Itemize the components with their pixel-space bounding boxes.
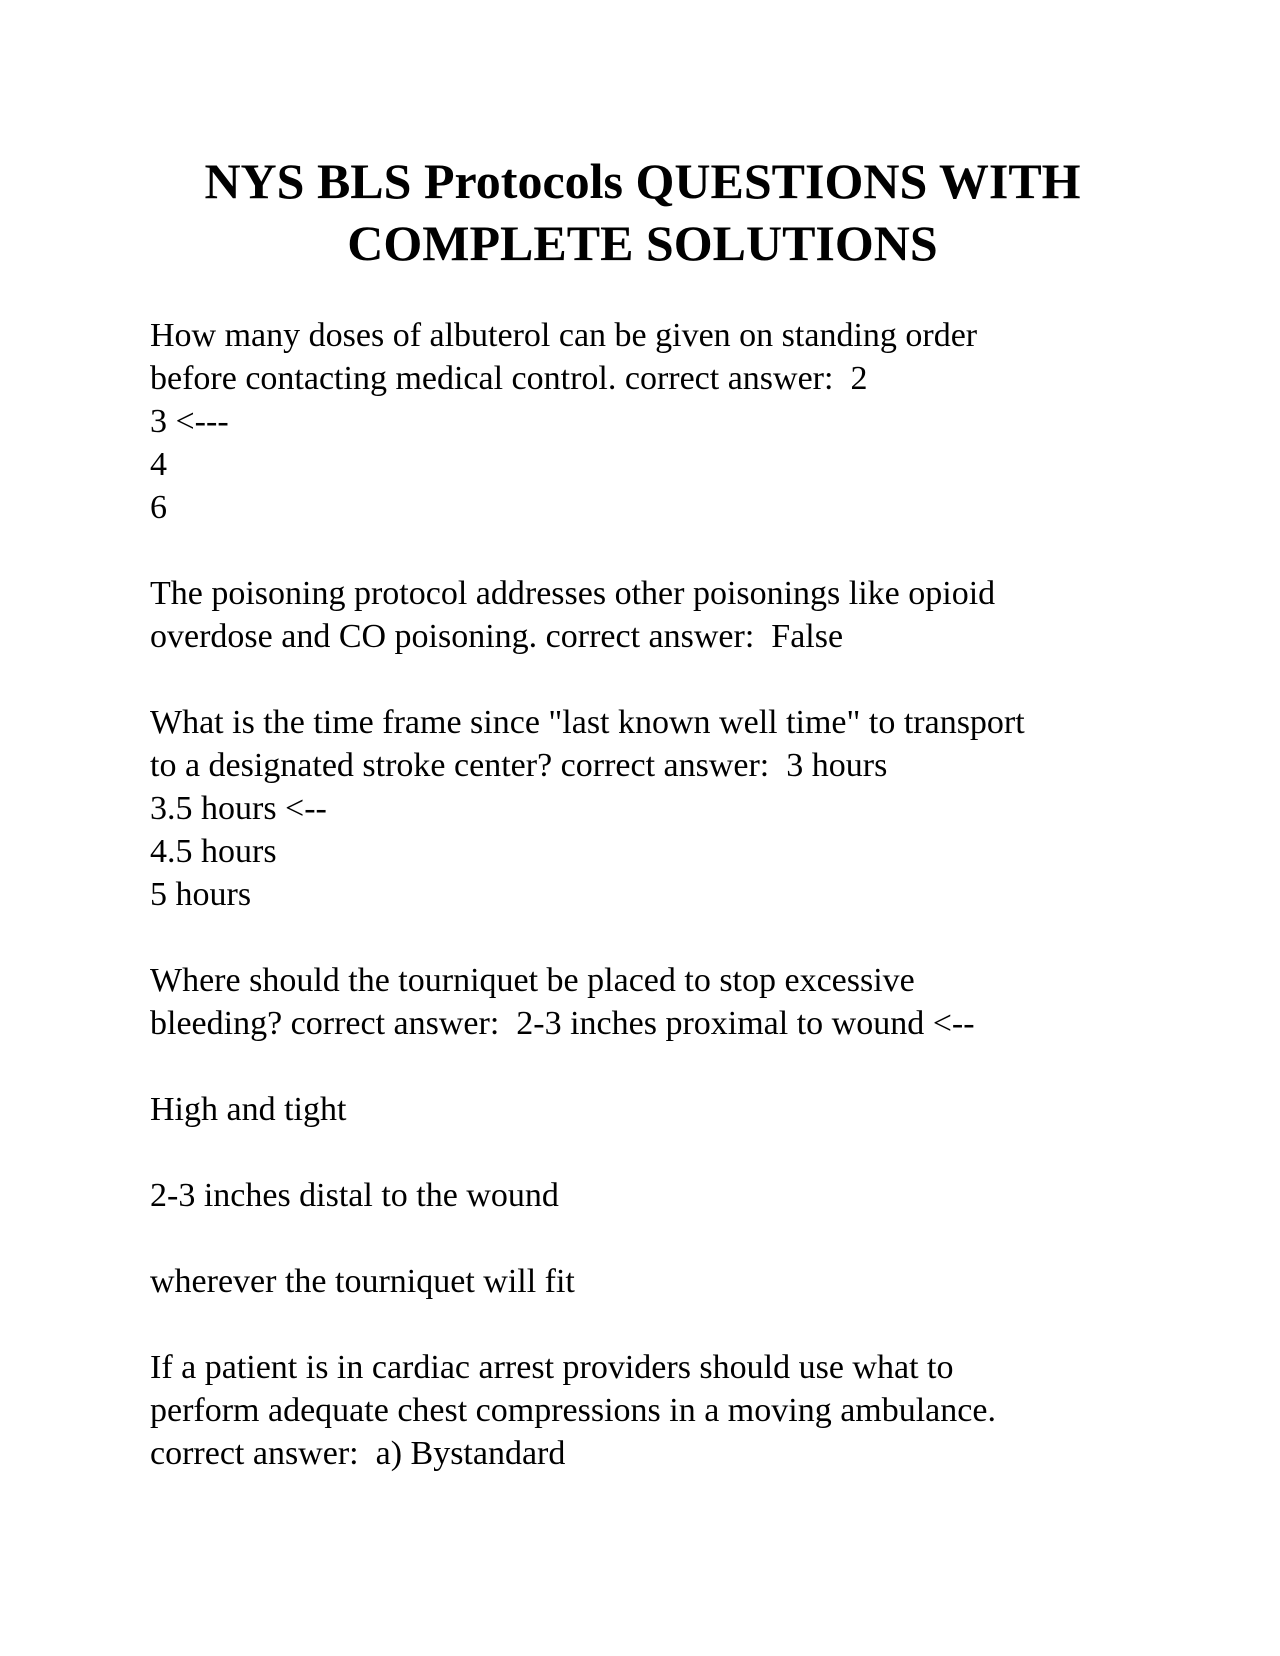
text-line: How many doses of albuterol can be given on standing order xyxy=(150,317,978,354)
question-block-1 xyxy=(150,314,1135,529)
text-line: perform adequate chest compressions in a moving ambulance. xyxy=(150,1392,996,1429)
text-line: 4 xyxy=(150,446,167,483)
text-line: Where should the tourniquet be placed to stop excessive xyxy=(150,962,915,999)
question-block-5 xyxy=(150,1346,1135,1475)
text-line: 3 <--- xyxy=(150,403,229,440)
question-block-3 xyxy=(150,701,1135,916)
text-line: 3.5 hours <-- xyxy=(150,790,327,827)
text-line: overdose and CO poisoning. correct answer: False xyxy=(150,618,844,655)
text-line: to a designated stroke center? correct answer: 3 hours xyxy=(150,747,888,784)
title-line-2: COMPLETE SOLUTIONS xyxy=(347,215,938,271)
document-title xyxy=(150,150,1135,274)
question-block-4 xyxy=(150,959,1135,1303)
text-line: before contacting medical control. correct answer: 2 xyxy=(150,360,868,397)
paragraph-gap xyxy=(150,529,1135,572)
text-line: 4.5 hours xyxy=(150,833,277,870)
question-block-2 xyxy=(150,572,1135,658)
text-line: bleeding? correct answer: 2-3 inches proximal to wound <-- xyxy=(150,1005,975,1042)
paragraph-gap xyxy=(150,916,1135,959)
text-line xyxy=(150,1131,1135,1174)
text-line: What is the time frame since "last known well time" to transport xyxy=(150,704,1025,741)
paragraph-gap xyxy=(150,1303,1135,1346)
text-line xyxy=(150,1045,1135,1088)
text-line: High and tight xyxy=(150,1091,347,1128)
text-line: 6 xyxy=(150,489,167,526)
title-line-1: NYS BLS Protocols QUESTIONS WITH xyxy=(204,153,1081,209)
text-line: correct answer: a) Bystandard xyxy=(150,1435,566,1472)
text-line: 2-3 inches distal to the wound xyxy=(150,1177,559,1214)
text-line: If a patient is in cardiac arrest providers should use what to xyxy=(150,1349,954,1386)
text-line: The poisoning protocol addresses other poisonings like opioid xyxy=(150,575,996,612)
document-page xyxy=(150,150,1135,1475)
text-line: wherever the tourniquet will fit xyxy=(150,1263,575,1300)
text-line xyxy=(150,1217,1135,1260)
paragraph-gap xyxy=(150,658,1135,701)
document-body xyxy=(150,314,1135,1475)
text-line: 5 hours xyxy=(150,876,252,913)
